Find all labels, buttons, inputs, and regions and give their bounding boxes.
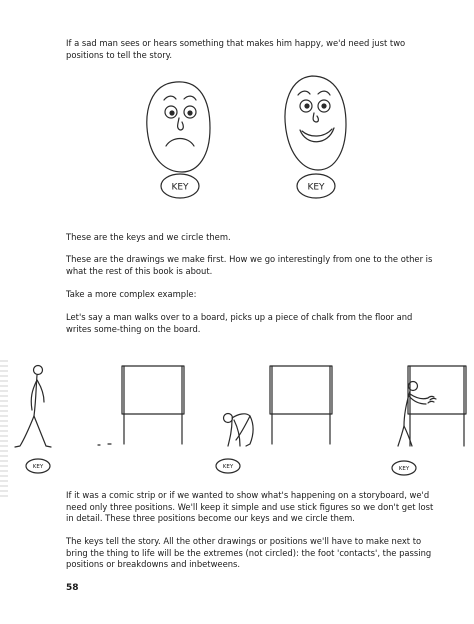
walking-figure <box>15 366 51 448</box>
board-right <box>408 366 466 446</box>
happy-key-label: KEY <box>307 182 325 193</box>
sad-key-label: KEY <box>171 182 189 193</box>
happy-face-drawing <box>285 76 346 170</box>
paragraph-sad-man: If a sad man sees or hears something that makes him happy, we'd need just two positions to tell the story. <box>66 38 406 60</box>
crouching-figure <box>224 414 254 447</box>
paragraph-comic-strip: If it was a comic strip or if we wanted to show what's happening on a storyboard, we'd need only three positions. We'll keep it simple and use stick figures so we don't get lost in detail. These three positions become our keys and we circle them. <box>66 490 434 523</box>
paragraph-board-scenario: Let's say a man walks over to a board, picks up a piece of chalk from the floor and writes some-thing on the board. <box>66 312 413 334</box>
sequence-key-label-2: KEY <box>222 464 234 470</box>
floor-marks <box>98 444 111 445</box>
sequence-key-label-3: KEY <box>398 466 410 472</box>
paragraph-drawings-first: These are the drawings we make first. How we go interestingly from one to the other is what the rest of this book is about. <box>66 254 433 276</box>
sad-face-drawing <box>147 82 210 172</box>
sequence-key-label-1: KEY <box>32 464 44 470</box>
paragraph-keys-circled: These are the keys and we circle them. <box>66 232 231 242</box>
paragraph-complex-example: Take a more complex example: <box>66 289 197 299</box>
page-number: 58 <box>66 583 79 593</box>
board-left <box>122 366 184 444</box>
paragraph-keys-tell-story: The keys tell the story. All the other drawings or positions we'll have to make next to bring the thing to life will be the extremes (not circled): the foot 'contacts', the passing positions or breakdowns and inbetweens. <box>66 536 432 569</box>
board-middle <box>270 366 332 444</box>
